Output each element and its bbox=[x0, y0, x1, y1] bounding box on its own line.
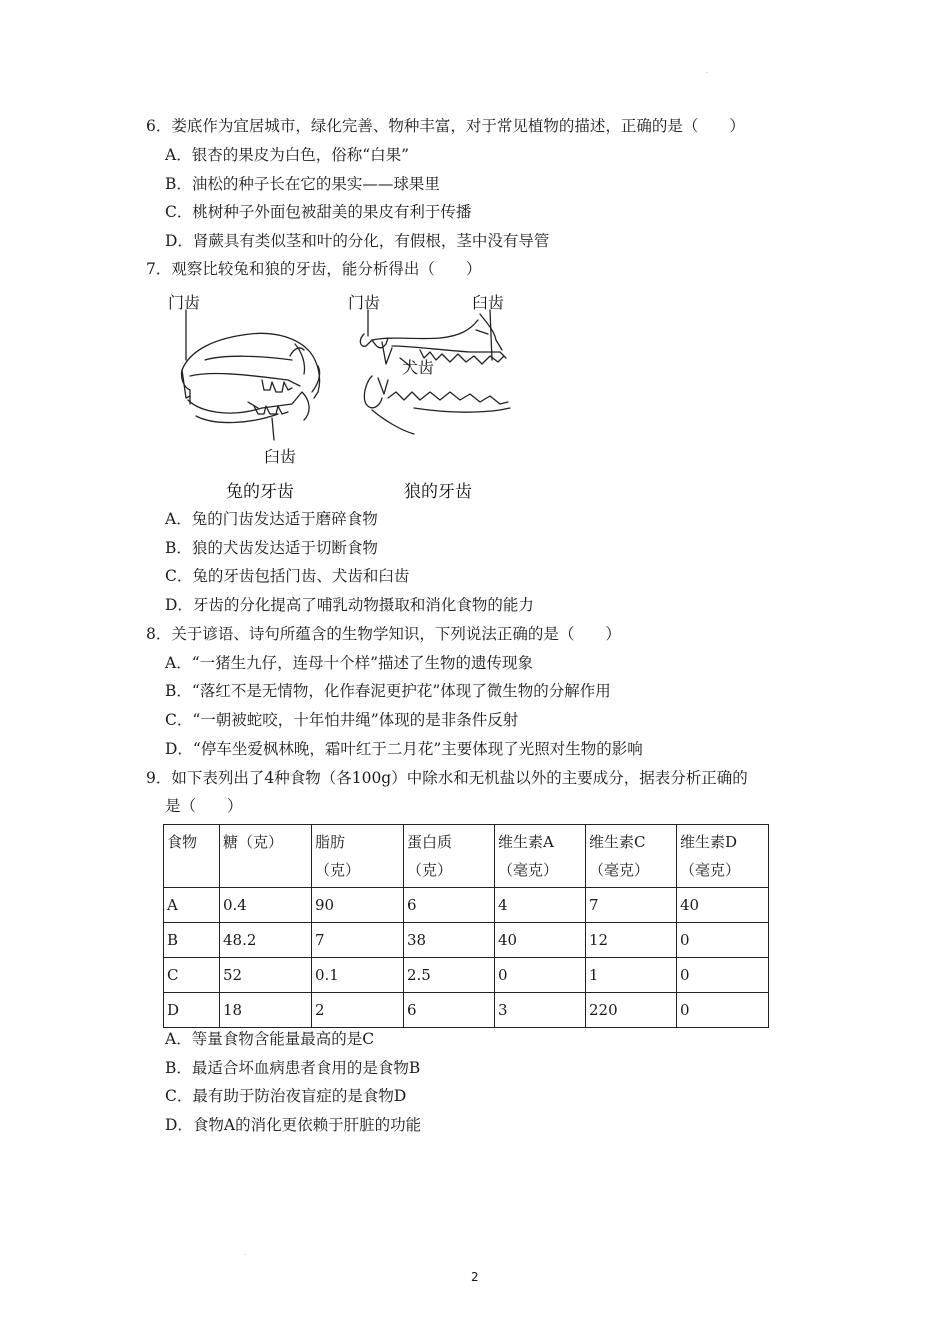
header-vitamin-a: 维生素A （毫克） bbox=[495, 825, 586, 888]
table-cell: 6 bbox=[404, 993, 495, 1028]
table-cell: 52 bbox=[220, 958, 312, 993]
q6-option-d: D．肾蕨具有类似茎和叶的分化，有假根，茎中没有导管 bbox=[165, 232, 550, 250]
header-vitamin-c: 维生素C （毫克） bbox=[586, 825, 677, 888]
q9-option-a: A．等量食物含能量最高的是C bbox=[165, 1030, 375, 1048]
wolf-molar-label: 臼齿 bbox=[472, 293, 505, 312]
table-cell: 1 bbox=[586, 958, 677, 993]
q7-option-d: D．牙齿的分化提高了哺乳动物摄取和消化食物的能力 bbox=[165, 596, 534, 614]
q9-option-c: C．最有助于防治夜盲症的是食物D bbox=[165, 1087, 407, 1105]
wolf-canine-label: 犬齿 bbox=[402, 358, 435, 377]
q8-stem: 8．关于谚语、诗句所蕴含的生物学知识，下列说法正确的是（ ） bbox=[146, 625, 621, 643]
rabbit-incisor-label: 门齿 bbox=[168, 293, 201, 312]
table-cell: 220 bbox=[586, 993, 677, 1028]
q9-stem-line1: 9．如下表列出了4种食物（各100g）中除水和无机盐以外的主要成分，据表分析正确的 bbox=[146, 769, 748, 787]
table-cell: 0 bbox=[677, 923, 769, 958]
table-cell: A bbox=[164, 888, 220, 923]
header-protein: 蛋白质 （克） bbox=[404, 825, 495, 888]
wolf-jaw-drawing bbox=[360, 310, 510, 434]
q6-option-c: C．桃树种子外面包被甜美的果皮有利于传播 bbox=[165, 203, 472, 221]
scan-dot: . bbox=[706, 68, 708, 75]
table-cell: 0.1 bbox=[312, 958, 404, 993]
header-fat: 脂肪 （克） bbox=[312, 825, 404, 888]
table-row bbox=[164, 993, 769, 1028]
rabbit-molar-label: 臼齿 bbox=[264, 447, 297, 466]
header-sugar: 糖（克） bbox=[220, 825, 312, 888]
table-cell: 18 bbox=[220, 993, 312, 1028]
table-cell: 0 bbox=[677, 993, 769, 1028]
q6-option-a: A．银杏的果皮为白色，俗称“白果” bbox=[165, 146, 410, 164]
q7-stem: 7．观察比较兔和狼的牙齿，能分析得出（ ） bbox=[146, 260, 482, 278]
table-cell: 0 bbox=[677, 958, 769, 993]
table-row bbox=[164, 923, 769, 958]
table-cell: 0 bbox=[495, 958, 586, 993]
rabbit-teeth-caption: 兔的牙齿 bbox=[226, 482, 294, 502]
table-cell: 7 bbox=[312, 923, 404, 958]
table-row bbox=[164, 888, 769, 923]
table-header-row bbox=[164, 825, 769, 888]
q8-option-a: A．“一猪生九仔，连母十个样”描述了生物的遗传现象 bbox=[165, 654, 534, 672]
header-food: 食物 bbox=[164, 825, 220, 888]
table-cell: 40 bbox=[677, 888, 769, 923]
table-cell: 2.5 bbox=[404, 958, 495, 993]
table-cell: 90 bbox=[312, 888, 404, 923]
q7-option-c: C．兔的牙齿包括门齿、犬齿和臼齿 bbox=[165, 567, 410, 585]
q9-option-b: B．最适合坏血病患者食用的是食物B bbox=[165, 1059, 421, 1077]
page-number: 2 bbox=[471, 1270, 479, 1284]
table-cell: 40 bbox=[495, 923, 586, 958]
q8-option-c: C．“一朝被蛇咬，十年怕井绳”体现的是非条件反射 bbox=[165, 711, 519, 729]
table-cell: 7 bbox=[586, 888, 677, 923]
table-cell: 2 bbox=[312, 993, 404, 1028]
wolf-teeth-caption: 狼的牙齿 bbox=[404, 482, 472, 502]
table-row bbox=[164, 958, 769, 993]
q9-option-d: D．食物A的消化更依赖于肝脏的功能 bbox=[165, 1116, 422, 1134]
table-cell: C bbox=[164, 958, 220, 993]
table-cell: 38 bbox=[404, 923, 495, 958]
table-cell: 6 bbox=[404, 888, 495, 923]
table-cell: B bbox=[164, 923, 220, 958]
table-cell: 4 bbox=[495, 888, 586, 923]
table-cell: 0.4 bbox=[220, 888, 312, 923]
q6-stem: 6．娄底作为宜居城市，绿化完善、物种丰富，对于常见植物的描述，正确的是（ ） bbox=[146, 117, 745, 135]
table-cell: D bbox=[164, 993, 220, 1028]
rabbit-skull-drawing bbox=[182, 310, 320, 440]
teeth-drawing bbox=[0, 300, 950, 500]
table-cell: 12 bbox=[586, 923, 677, 958]
table-cell: 3 bbox=[495, 993, 586, 1028]
wolf-incisor-label: 门齿 bbox=[348, 293, 381, 312]
q6-option-b: B．油松的种子长在它的果实——球果里 bbox=[165, 175, 440, 193]
header-vitamin-d: 维生素D （毫克） bbox=[677, 825, 769, 888]
table-cell: 48.2 bbox=[220, 923, 312, 958]
q7-option-a: A．兔的门齿发达适于磨碎食物 bbox=[165, 510, 378, 528]
scan-dot: . bbox=[244, 1250, 246, 1257]
q8-option-d: D．“停车坐爱枫林晚，霜叶红于二月花”主要体现了光照对生物的影响 bbox=[165, 740, 643, 758]
q9-stem-line2: 是（ ） bbox=[165, 797, 243, 815]
nutrition-table bbox=[163, 824, 769, 1028]
q7-option-b: B．狼的犬齿发达适于切断食物 bbox=[165, 539, 378, 557]
q8-option-b: B．“落红不是无情物，化作春泥更护花”体现了微生物的分解作用 bbox=[165, 682, 611, 700]
